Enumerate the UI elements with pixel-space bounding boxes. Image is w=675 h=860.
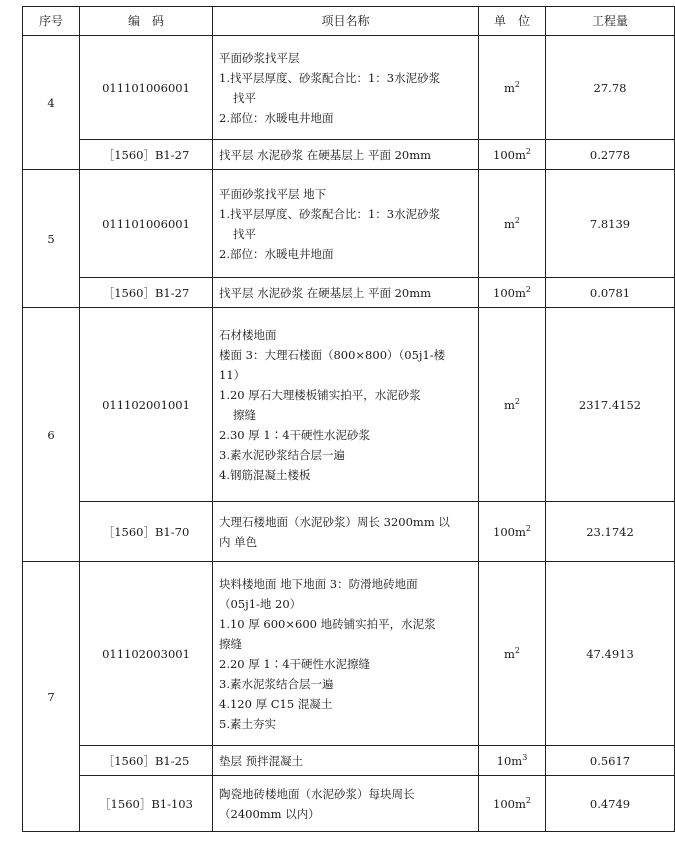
seq-number: 4 [23,36,80,170]
description-line: 4.钢筋混凝土楼板 [219,467,311,482]
item-description [213,502,479,562]
description-line: 大理石楼地面（水泥砂浆）周长 3200mm 以 [219,514,450,529]
description-line: 平面砂浆找平层 地下 [219,186,327,201]
description-line: 2.30 厚 1∶4干硬性水泥砂浆 [219,427,371,442]
unit-cell [479,36,546,140]
description-line: 2.部位：水暖电井地面 [219,246,334,261]
unit-cell [479,502,546,562]
unit-base: m [504,646,515,661]
quota-code: ［1560］B1-27 [80,278,213,308]
seq-number: 7 [23,562,80,832]
item-code: 011102001001 [80,308,213,502]
quota-quantity: 0.4749 [546,776,675,832]
quota-quantity: 23.1742 [546,502,675,562]
description-line: （05j1-地 20） [219,596,302,611]
description-line: 4.120 厚 C15 混凝土 [219,696,333,711]
description-line: 3.素水泥浆结合层一遍 [219,676,334,691]
description-line: 找平 [233,226,256,241]
unit-cell [479,170,546,278]
item-code: 011102003001 [80,562,213,746]
description-line: 楼面 3：大理石楼面（800×800）（05j1-楼 [219,347,446,362]
seq-number: 5 [23,170,80,308]
description-line: （2400mm 以内） [219,806,320,821]
description-line: 块料楼地面 地下地面 3：防滑地砖地面 [219,576,418,591]
unit-base: m [504,397,515,412]
description-line: 5.素土夯实 [219,716,276,731]
table-row [23,502,675,562]
header-qty: 工程量 [546,7,675,36]
description-line: 垫层 预拌混凝土 [219,753,304,768]
quota-quantity: 0.5617 [546,746,675,776]
description-line: 2.20 厚 1∶4干硬性水泥擦缝 [219,656,371,671]
unit-cell [479,308,546,502]
table-row [23,776,675,832]
table-body [23,36,675,832]
quota-code: ［1560］B1-25 [80,746,213,776]
unit-base: 100m [493,285,526,300]
item-description [213,562,479,746]
description-line: 找平层 水泥砂浆 在硬基层上 平面 20mm [219,147,432,162]
unit-cell [479,140,546,170]
unit-exponent: 2 [525,284,531,294]
description-line: 2.部位：水暖电井地面 [219,110,334,125]
item-code: 011101006001 [80,170,213,278]
item-quantity: 47.4913 [546,562,675,746]
item-description [213,308,479,502]
unit-cell [479,562,546,746]
table-row [23,278,675,308]
unit-base: 10m [496,753,523,768]
item-description [213,140,479,170]
unit-cell [479,278,546,308]
unit-exponent: 3 [522,752,528,762]
unit-base: 100m [493,796,526,811]
table-row [23,746,675,776]
description-line: 1.10 厚 600×600 地砖铺实拍平，水泥浆 [219,616,436,631]
item-description [213,36,479,140]
unit-exponent: 2 [514,79,520,89]
quota-code: ［1560］B1-27 [80,140,213,170]
table-row [23,562,675,746]
item-quantity: 2317.4152 [546,308,675,502]
unit-exponent: 2 [525,795,531,805]
quantity-bill-table [22,6,675,832]
unit-base: 100m [493,147,526,162]
item-description [213,170,479,278]
header-code: 编 码 [80,7,213,36]
header-seq: 序号 [23,7,80,36]
description-line: 找平 [233,90,256,105]
quota-code: ［1560］B1-103 [80,776,213,832]
unit-cell [479,776,546,832]
table-row [23,308,675,502]
description-line: 擦缝 [233,407,256,422]
quota-quantity: 0.0781 [546,278,675,308]
header-unit: 单 位 [479,7,546,36]
description-line: 1.找平层厚度、砂浆配合比：1：3水泥砂浆 [219,70,441,85]
unit-exponent: 2 [514,215,520,225]
table-row [23,170,675,278]
item-quantity: 7.8139 [546,170,675,278]
unit-base: m [504,216,515,231]
unit-exponent: 2 [525,523,531,533]
description-line: 11） [219,367,246,382]
description-line: 内 单色 [219,534,258,549]
table-row [23,140,675,170]
item-description [213,278,479,308]
unit-exponent: 2 [525,146,531,156]
description-line: 找平层 水泥砂浆 在硬基层上 平面 20mm [219,285,432,300]
description-line: 石材楼地面 [219,327,277,342]
description-line: 1.找平层厚度、砂浆配合比：1：3水泥砂浆 [219,206,441,221]
header-row [23,7,675,36]
unit-base: m [504,80,515,95]
description-line: 陶瓷地砖楼地面（水泥砂浆）每块周长 [219,786,415,801]
description-line: 3.素水泥砂浆结合层一遍 [219,447,345,462]
quota-code: ［1560］B1-70 [80,502,213,562]
seq-number: 6 [23,308,80,562]
item-quantity: 27.78 [546,36,675,140]
unit-base: 100m [493,524,526,539]
unit-cell [479,746,546,776]
description-line: 擦缝 [219,636,242,651]
table-row [23,36,675,140]
unit-exponent: 2 [514,396,520,406]
item-code: 011101006001 [80,36,213,140]
header-name: 项目名称 [213,7,479,36]
description-line: 1.20 厚石大理楼板铺实拍平，水泥砂浆 [219,387,421,402]
item-description [213,746,479,776]
description-line: 平面砂浆找平层 [219,50,300,65]
item-description [213,776,479,832]
quota-quantity: 0.2778 [546,140,675,170]
unit-exponent: 2 [514,645,520,655]
